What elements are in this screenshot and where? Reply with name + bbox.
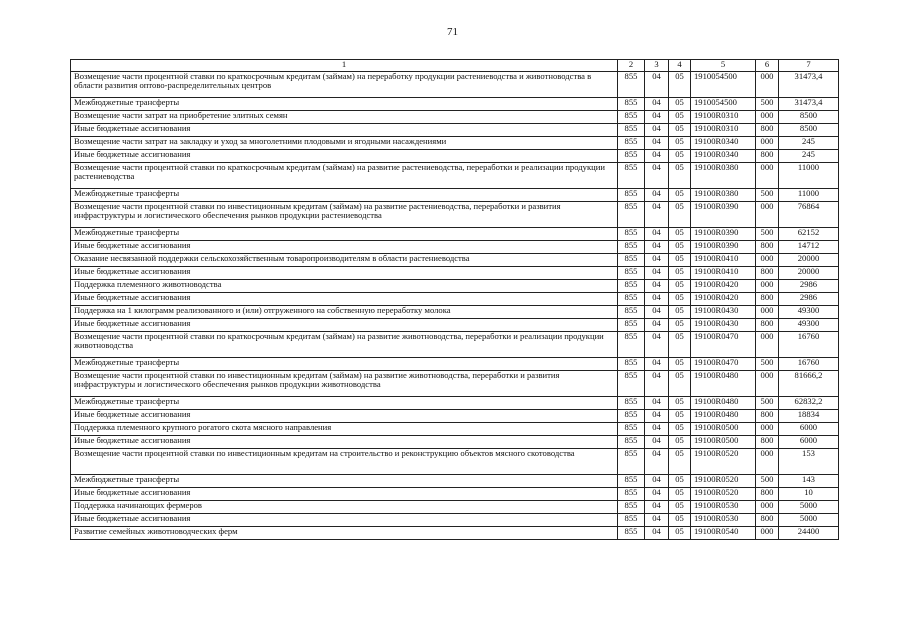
header-cell: 5	[691, 60, 756, 72]
table-row	[71, 72, 839, 98]
target-article-code: 19100R0340	[691, 137, 756, 150]
expense-type-code: 800	[756, 514, 779, 527]
subsection-code: 05	[669, 527, 691, 540]
item-name: Иные бюджетные ассигнования	[71, 488, 618, 501]
section-code: 04	[645, 410, 669, 423]
subsection-code: 05	[669, 514, 691, 527]
expense-type-code: 800	[756, 241, 779, 254]
section-code: 04	[645, 72, 669, 98]
section-code: 04	[645, 371, 669, 397]
amount-value: 10	[779, 488, 839, 501]
target-article-code: 19100R0310	[691, 111, 756, 124]
table-row	[71, 124, 839, 137]
section-code: 04	[645, 98, 669, 111]
item-name: Иные бюджетные ассигнования	[71, 150, 618, 163]
subsection-code: 05	[669, 488, 691, 501]
subsection-code: 05	[669, 332, 691, 358]
header-row	[71, 60, 839, 72]
expense-type-code: 000	[756, 501, 779, 514]
expense-type-code: 500	[756, 228, 779, 241]
target-article-code: 19100R0470	[691, 358, 756, 371]
target-article-code: 19100R0420	[691, 293, 756, 306]
ministry-code: 855	[618, 150, 645, 163]
table-row	[71, 514, 839, 527]
expense-type-code: 000	[756, 137, 779, 150]
amount-value: 31473,4	[779, 72, 839, 98]
ministry-code: 855	[618, 332, 645, 358]
item-name: Иные бюджетные ассигнования	[71, 410, 618, 423]
target-article-code: 1910054500	[691, 72, 756, 98]
item-name: Возмещение части процентной ставки по краткосрочным кредитам (займам) на развитие животноводства, переработки и реализации продукции животноводства	[71, 332, 618, 358]
ministry-code: 855	[618, 475, 645, 488]
table-row	[71, 306, 839, 319]
section-code: 04	[645, 306, 669, 319]
item-name: Иные бюджетные ассигнования	[71, 319, 618, 332]
expense-type-code: 000	[756, 72, 779, 98]
table-row	[71, 228, 839, 241]
expense-type-code: 000	[756, 332, 779, 358]
item-name: Поддержка племенного крупного рогатого скота мясного направления	[71, 423, 618, 436]
item-name: Поддержка на 1 килограмм реализованного и (или) отгруженного на собственную переработку молока	[71, 306, 618, 319]
ministry-code: 855	[618, 449, 645, 475]
amount-value: 8500	[779, 124, 839, 137]
ministry-code: 855	[618, 254, 645, 267]
amount-value: 18834	[779, 410, 839, 423]
amount-value: 8500	[779, 111, 839, 124]
table-row	[71, 475, 839, 488]
amount-value: 2986	[779, 293, 839, 306]
target-article-code: 19100R0420	[691, 280, 756, 293]
target-article-code: 19100R0500	[691, 423, 756, 436]
subsection-code: 05	[669, 449, 691, 475]
table-row	[71, 358, 839, 371]
expense-type-code: 000	[756, 449, 779, 475]
target-article-code: 19100R0390	[691, 241, 756, 254]
amount-value: 49300	[779, 306, 839, 319]
section-code: 04	[645, 137, 669, 150]
expense-type-code: 800	[756, 488, 779, 501]
expense-type-code: 000	[756, 280, 779, 293]
item-name: Межбюджетные трансферты	[71, 475, 618, 488]
subsection-code: 05	[669, 501, 691, 514]
subsection-code: 05	[669, 358, 691, 371]
item-name: Оказание несвязанной поддержки сельскохозяйственным товаропроизводителям в области растениеводства	[71, 254, 618, 267]
amount-value: 11000	[779, 163, 839, 189]
amount-value: 6000	[779, 436, 839, 449]
subsection-code: 05	[669, 436, 691, 449]
subsection-code: 05	[669, 475, 691, 488]
section-code: 04	[645, 241, 669, 254]
table-row	[71, 189, 839, 202]
subsection-code: 05	[669, 306, 691, 319]
item-name: Поддержка племенного животноводства	[71, 280, 618, 293]
target-article-code: 19100R0430	[691, 306, 756, 319]
section-code: 04	[645, 150, 669, 163]
ministry-code: 855	[618, 371, 645, 397]
subsection-code: 05	[669, 228, 691, 241]
target-article-code: 19100R0520	[691, 449, 756, 475]
item-name: Межбюджетные трансферты	[71, 358, 618, 371]
item-name: Иные бюджетные ассигнования	[71, 124, 618, 137]
expense-type-code: 800	[756, 150, 779, 163]
item-name: Возмещение части затрат на приобретение элитных семян	[71, 111, 618, 124]
item-name: Иные бюджетные ассигнования	[71, 267, 618, 280]
table-row	[71, 202, 839, 228]
target-article-code: 19100R0540	[691, 527, 756, 540]
table-row	[71, 98, 839, 111]
section-code: 04	[645, 358, 669, 371]
target-article-code: 19100R0480	[691, 410, 756, 423]
target-article-code: 19100R0390	[691, 228, 756, 241]
table-row	[71, 241, 839, 254]
target-article-code: 19100R0530	[691, 514, 756, 527]
ministry-code: 855	[618, 241, 645, 254]
section-code: 04	[645, 202, 669, 228]
target-article-code: 19100R0480	[691, 371, 756, 397]
item-name: Возмещение части процентной ставки по инвестиционным кредитам (займам) на развитие животноводства, переработки и развития инфраструктуры и логистического обеспечения рынков продукции животноводства	[71, 371, 618, 397]
amount-value: 2986	[779, 280, 839, 293]
subsection-code: 05	[669, 423, 691, 436]
section-code: 04	[645, 111, 669, 124]
subsection-code: 05	[669, 137, 691, 150]
ministry-code: 855	[618, 228, 645, 241]
table-row	[71, 501, 839, 514]
table-row	[71, 332, 839, 358]
ministry-code: 855	[618, 410, 645, 423]
table-row	[71, 488, 839, 501]
section-code: 04	[645, 475, 669, 488]
table-row	[71, 423, 839, 436]
ministry-code: 855	[618, 501, 645, 514]
section-code: 04	[645, 189, 669, 202]
header-cell: 1	[71, 60, 618, 72]
table-row	[71, 371, 839, 397]
amount-value: 153	[779, 449, 839, 475]
subsection-code: 05	[669, 267, 691, 280]
item-name: Возмещение части процентной ставки по краткосрочным кредитам (займам) на развитие растениеводства, переработки и реализации продукции растениеводства	[71, 163, 618, 189]
subsection-code: 05	[669, 280, 691, 293]
amount-value: 62152	[779, 228, 839, 241]
item-name: Иные бюджетные ассигнования	[71, 514, 618, 527]
header-cell: 3	[645, 60, 669, 72]
ministry-code: 855	[618, 514, 645, 527]
expense-type-code: 000	[756, 423, 779, 436]
item-name: Межбюджетные трансферты	[71, 228, 618, 241]
item-name: Иные бюджетные ассигнования	[71, 241, 618, 254]
amount-value: 245	[779, 150, 839, 163]
amount-value: 14712	[779, 241, 839, 254]
header-cell: 7	[779, 60, 839, 72]
table-row	[71, 436, 839, 449]
subsection-code: 05	[669, 319, 691, 332]
item-name: Поддержка начинающих фермеров	[71, 501, 618, 514]
target-article-code: 19100R0410	[691, 267, 756, 280]
section-code: 04	[645, 501, 669, 514]
ministry-code: 855	[618, 98, 645, 111]
ministry-code: 855	[618, 306, 645, 319]
ministry-code: 855	[618, 137, 645, 150]
expense-type-code: 800	[756, 267, 779, 280]
amount-value: 245	[779, 137, 839, 150]
section-code: 04	[645, 228, 669, 241]
table-row	[71, 449, 839, 475]
expense-type-code: 500	[756, 189, 779, 202]
subsection-code: 05	[669, 150, 691, 163]
target-article-code: 19100R0520	[691, 475, 756, 488]
ministry-code: 855	[618, 397, 645, 410]
expense-type-code: 000	[756, 163, 779, 189]
section-code: 04	[645, 514, 669, 527]
subsection-code: 05	[669, 111, 691, 124]
ministry-code: 855	[618, 72, 645, 98]
expense-type-code: 500	[756, 475, 779, 488]
expense-type-code: 000	[756, 111, 779, 124]
subsection-code: 05	[669, 124, 691, 137]
item-name: Межбюджетные трансферты	[71, 98, 618, 111]
ministry-code: 855	[618, 280, 645, 293]
expense-type-code: 500	[756, 397, 779, 410]
amount-value: 76864	[779, 202, 839, 228]
table-row	[71, 254, 839, 267]
item-name: Иные бюджетные ассигнования	[71, 293, 618, 306]
amount-value: 5000	[779, 501, 839, 514]
page-number: 71	[447, 26, 458, 38]
expense-type-code: 800	[756, 124, 779, 137]
ministry-code: 855	[618, 527, 645, 540]
amount-value: 81666,2	[779, 371, 839, 397]
ministry-code: 855	[618, 111, 645, 124]
table-row	[71, 280, 839, 293]
expense-type-code: 000	[756, 202, 779, 228]
table-row	[71, 150, 839, 163]
header-cell: 4	[669, 60, 691, 72]
subsection-code: 05	[669, 397, 691, 410]
section-code: 04	[645, 254, 669, 267]
ministry-code: 855	[618, 189, 645, 202]
subsection-code: 05	[669, 202, 691, 228]
ministry-code: 855	[618, 293, 645, 306]
expense-type-code: 500	[756, 358, 779, 371]
section-code: 04	[645, 436, 669, 449]
subsection-code: 05	[669, 72, 691, 98]
table-row	[71, 319, 839, 332]
target-article-code: 19100R0380	[691, 163, 756, 189]
amount-value: 20000	[779, 254, 839, 267]
amount-value: 49300	[779, 319, 839, 332]
item-name: Межбюджетные трансферты	[71, 189, 618, 202]
amount-value: 24400	[779, 527, 839, 540]
item-name: Возмещение части процентной ставки по инвестиционным кредитам (займам) на развитие растениеводства, переработки и развития инфраструктуры и логистического обеспечения рынков продукции растениеводства	[71, 202, 618, 228]
section-code: 04	[645, 124, 669, 137]
table-row	[71, 267, 839, 280]
section-code: 04	[645, 267, 669, 280]
subsection-code: 05	[669, 163, 691, 189]
target-article-code: 19100R0390	[691, 202, 756, 228]
ministry-code: 855	[618, 267, 645, 280]
section-code: 04	[645, 163, 669, 189]
table-row	[71, 397, 839, 410]
target-article-code: 19100R0310	[691, 124, 756, 137]
target-article-code: 1910054500	[691, 98, 756, 111]
subsection-code: 05	[669, 254, 691, 267]
subsection-code: 05	[669, 293, 691, 306]
item-name: Возмещение части процентной ставки по краткосрочным кредитам (займам) на переработку продукции растениеводства и животноводства в области развития оптово-распределительных центров	[71, 72, 618, 98]
table-row	[71, 111, 839, 124]
section-code: 04	[645, 397, 669, 410]
section-code: 04	[645, 488, 669, 501]
item-name: Иные бюджетные ассигнования	[71, 436, 618, 449]
item-name: Возмещение части процентной ставки по инвестиционным кредитам на строительство и реконструкцию объектов мясного скотоводства	[71, 449, 618, 475]
subsection-code: 05	[669, 98, 691, 111]
header-cell: 2	[618, 60, 645, 72]
target-article-code: 19100R0410	[691, 254, 756, 267]
header-cell: 6	[756, 60, 779, 72]
expense-type-code: 000	[756, 527, 779, 540]
expense-type-code: 800	[756, 410, 779, 423]
subsection-code: 05	[669, 371, 691, 397]
amount-value: 16760	[779, 332, 839, 358]
expense-type-code: 000	[756, 371, 779, 397]
amount-value: 31473,4	[779, 98, 839, 111]
table-row	[71, 527, 839, 540]
amount-value: 16760	[779, 358, 839, 371]
subsection-code: 05	[669, 189, 691, 202]
target-article-code: 19100R0430	[691, 319, 756, 332]
ministry-code: 855	[618, 358, 645, 371]
amount-value: 6000	[779, 423, 839, 436]
expense-type-code: 000	[756, 306, 779, 319]
amount-value: 20000	[779, 267, 839, 280]
section-code: 04	[645, 423, 669, 436]
target-article-code: 19100R0340	[691, 150, 756, 163]
ministry-code: 855	[618, 163, 645, 189]
target-article-code: 19100R0530	[691, 501, 756, 514]
section-code: 04	[645, 332, 669, 358]
budget-table	[70, 59, 839, 540]
expense-type-code: 800	[756, 436, 779, 449]
section-code: 04	[645, 293, 669, 306]
amount-value: 5000	[779, 514, 839, 527]
table-row	[71, 137, 839, 150]
amount-value: 11000	[779, 189, 839, 202]
target-article-code: 19100R0480	[691, 397, 756, 410]
table-row	[71, 293, 839, 306]
target-article-code: 19100R0470	[691, 332, 756, 358]
ministry-code: 855	[618, 488, 645, 501]
target-article-code: 19100R0500	[691, 436, 756, 449]
item-name: Развитие семейных животноводческих ферм	[71, 527, 618, 540]
table-row	[71, 410, 839, 423]
amount-value: 62832,2	[779, 397, 839, 410]
item-name: Возмещение части затрат на закладку и уход за многолетними плодовыми и ягодными насаждениями	[71, 137, 618, 150]
ministry-code: 855	[618, 423, 645, 436]
expense-type-code: 000	[756, 254, 779, 267]
expense-type-code: 800	[756, 319, 779, 332]
target-article-code: 19100R0520	[691, 488, 756, 501]
ministry-code: 855	[618, 202, 645, 228]
amount-value: 143	[779, 475, 839, 488]
target-article-code: 19100R0380	[691, 189, 756, 202]
section-code: 04	[645, 449, 669, 475]
table-row	[71, 163, 839, 189]
section-code: 04	[645, 280, 669, 293]
expense-type-code: 500	[756, 98, 779, 111]
ministry-code: 855	[618, 436, 645, 449]
ministry-code: 855	[618, 124, 645, 137]
section-code: 04	[645, 319, 669, 332]
item-name: Межбюджетные трансферты	[71, 397, 618, 410]
expense-type-code: 800	[756, 293, 779, 306]
subsection-code: 05	[669, 241, 691, 254]
ministry-code: 855	[618, 319, 645, 332]
subsection-code: 05	[669, 410, 691, 423]
section-code: 04	[645, 527, 669, 540]
